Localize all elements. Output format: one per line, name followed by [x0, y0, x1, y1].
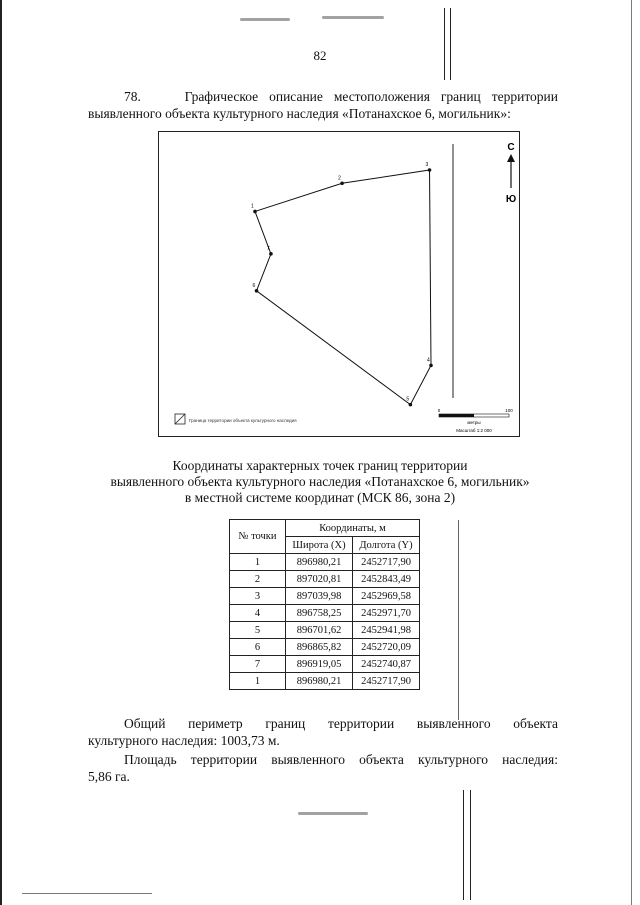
- table-cell-num: 3: [230, 588, 286, 605]
- scale-unit: метры: [467, 420, 481, 425]
- scale-bar-fill: [439, 414, 474, 417]
- legend-text: Граница территории объекта культурного наследия: [189, 418, 297, 423]
- col-header-longitude: Долгота (Y): [353, 537, 420, 554]
- table-cell-lon: 2452843,49: [353, 571, 420, 588]
- table-cell-lon: 2452717,90: [353, 554, 420, 571]
- table-row: [230, 588, 420, 605]
- table-cell-lon: 2452969,58: [353, 588, 420, 605]
- table-cell-lat: 896865,82: [286, 639, 353, 656]
- boundary-point-label: 3: [425, 162, 429, 168]
- section-heading: [88, 88, 558, 122]
- table-cell-lat: 896980,21: [286, 554, 353, 571]
- south-label: Ю: [505, 194, 517, 205]
- table-cell-num: 5: [230, 622, 286, 639]
- table-cell-lat: 897020,81: [286, 571, 353, 588]
- scale-max: 100: [505, 408, 513, 413]
- area-line-1: Площадь территории выявленного объекта культурного наследия:: [124, 752, 558, 767]
- coordinates-title-line-3: в местной системе координат (МСК 86, зона 2): [184, 490, 456, 505]
- table-row: [230, 554, 420, 571]
- boundary-point-5: [409, 403, 413, 407]
- table-cell-num: 6: [230, 639, 286, 656]
- col-header-latitude: Широта (X): [286, 537, 353, 554]
- table-cell-lon: 2452720,09: [353, 639, 420, 656]
- boundary-map-svg: [159, 132, 519, 436]
- table-cell-num: 7: [230, 656, 286, 673]
- coordinates-title-line-1: Координаты характерных точек границ территории: [172, 458, 468, 473]
- table-row: [230, 639, 420, 656]
- table-cell-num: 4: [230, 605, 286, 622]
- table-cell-lat: 896758,25: [286, 605, 353, 622]
- table-cell-lat: 896980,21: [286, 673, 353, 690]
- table-cell-num: 1: [230, 673, 286, 690]
- boundary-point-7: [269, 252, 273, 256]
- boundary-point-label: 5: [406, 396, 410, 403]
- area-paragraph: [88, 751, 558, 785]
- heading-text-1: Графическое описание местоположения границ территории: [184, 89, 559, 104]
- table-row: [230, 656, 420, 673]
- boundary-map: [158, 131, 520, 437]
- table-row: [230, 622, 420, 639]
- coordinates-title-line-2: выявленного объекта культурного наследия «Потанахское 6, могильник»: [110, 474, 530, 489]
- boundary-point-label: 4: [427, 357, 430, 364]
- boundary-point-label: 7: [266, 245, 270, 252]
- coordinates-title: [0, 458, 640, 506]
- table-cell-lon: 2452740,87: [353, 656, 420, 673]
- table-row: [230, 673, 420, 690]
- scan-smudge: [240, 18, 290, 21]
- perimeter-line-2: культурного наследия: 1003,73 м.: [88, 733, 280, 748]
- boundary-point-3: [428, 168, 432, 172]
- scan-margin-line-right: [631, 0, 632, 905]
- perimeter-line-1: Общий периметр границ территории выявленного объекта: [124, 716, 558, 731]
- boundary-point-4: [429, 364, 433, 368]
- area-line-2: 5,86 га.: [88, 769, 130, 784]
- table-cell-lat: 896919,05: [286, 656, 353, 673]
- heading-line-1: [88, 88, 558, 105]
- table-cell-lon: 2452971,70: [353, 605, 420, 622]
- scan-vertical-line-bottom: [463, 790, 464, 900]
- col-header-point-number: № точки: [230, 520, 286, 554]
- scan-vertical-line-top2: [450, 8, 451, 80]
- scan-bottom-line: [22, 893, 152, 894]
- table-cell-lat: 897039,98: [286, 588, 353, 605]
- perimeter-paragraph: [88, 715, 558, 749]
- page-number: 82: [313, 48, 327, 63]
- scan-smudge: [298, 812, 368, 815]
- boundary-point-label: 2: [338, 175, 341, 182]
- boundary-point-6: [255, 289, 259, 293]
- scan-vertical-line-top: [444, 8, 445, 80]
- boundary-polygon-group: [251, 162, 433, 406]
- scan-margin-line-left: [0, 0, 2, 905]
- col-header-coordinates: Координаты, м: [286, 520, 420, 537]
- table-row: [230, 605, 420, 622]
- boundary-point-1: [253, 210, 257, 214]
- boundary-polygon: [252, 170, 431, 405]
- scale-zero: 0: [437, 408, 441, 413]
- boundary-point-label: 6: [252, 282, 256, 289]
- coordinates-table: [229, 519, 420, 690]
- scan-smudge: [322, 16, 384, 19]
- table-cell-lat: 896701,62: [286, 622, 353, 639]
- north-label: С: [507, 142, 515, 153]
- boundary-point-2: [340, 181, 344, 185]
- table-cell-lon: 2452717,90: [353, 673, 420, 690]
- table-cell-num: 1: [230, 554, 286, 571]
- boundary-point-label: 1: [251, 203, 254, 210]
- scan-vertical-line-bottom2: [470, 790, 471, 900]
- scan-vertical-line-mid: [458, 520, 459, 720]
- heading-line-2: выявленного объекта культурного наследия «Потанахское 6, могильник»:: [88, 106, 511, 121]
- north-arrow-icon: [507, 154, 515, 162]
- table-cell-num: 2: [230, 571, 286, 588]
- table-row: [230, 571, 420, 588]
- heading-number: 78.: [124, 89, 141, 104]
- legend-symbol-line: [175, 414, 185, 424]
- scale-ratio: Масштаб 1:2 000: [456, 428, 492, 433]
- table-cell-lon: 2452941,98: [353, 622, 420, 639]
